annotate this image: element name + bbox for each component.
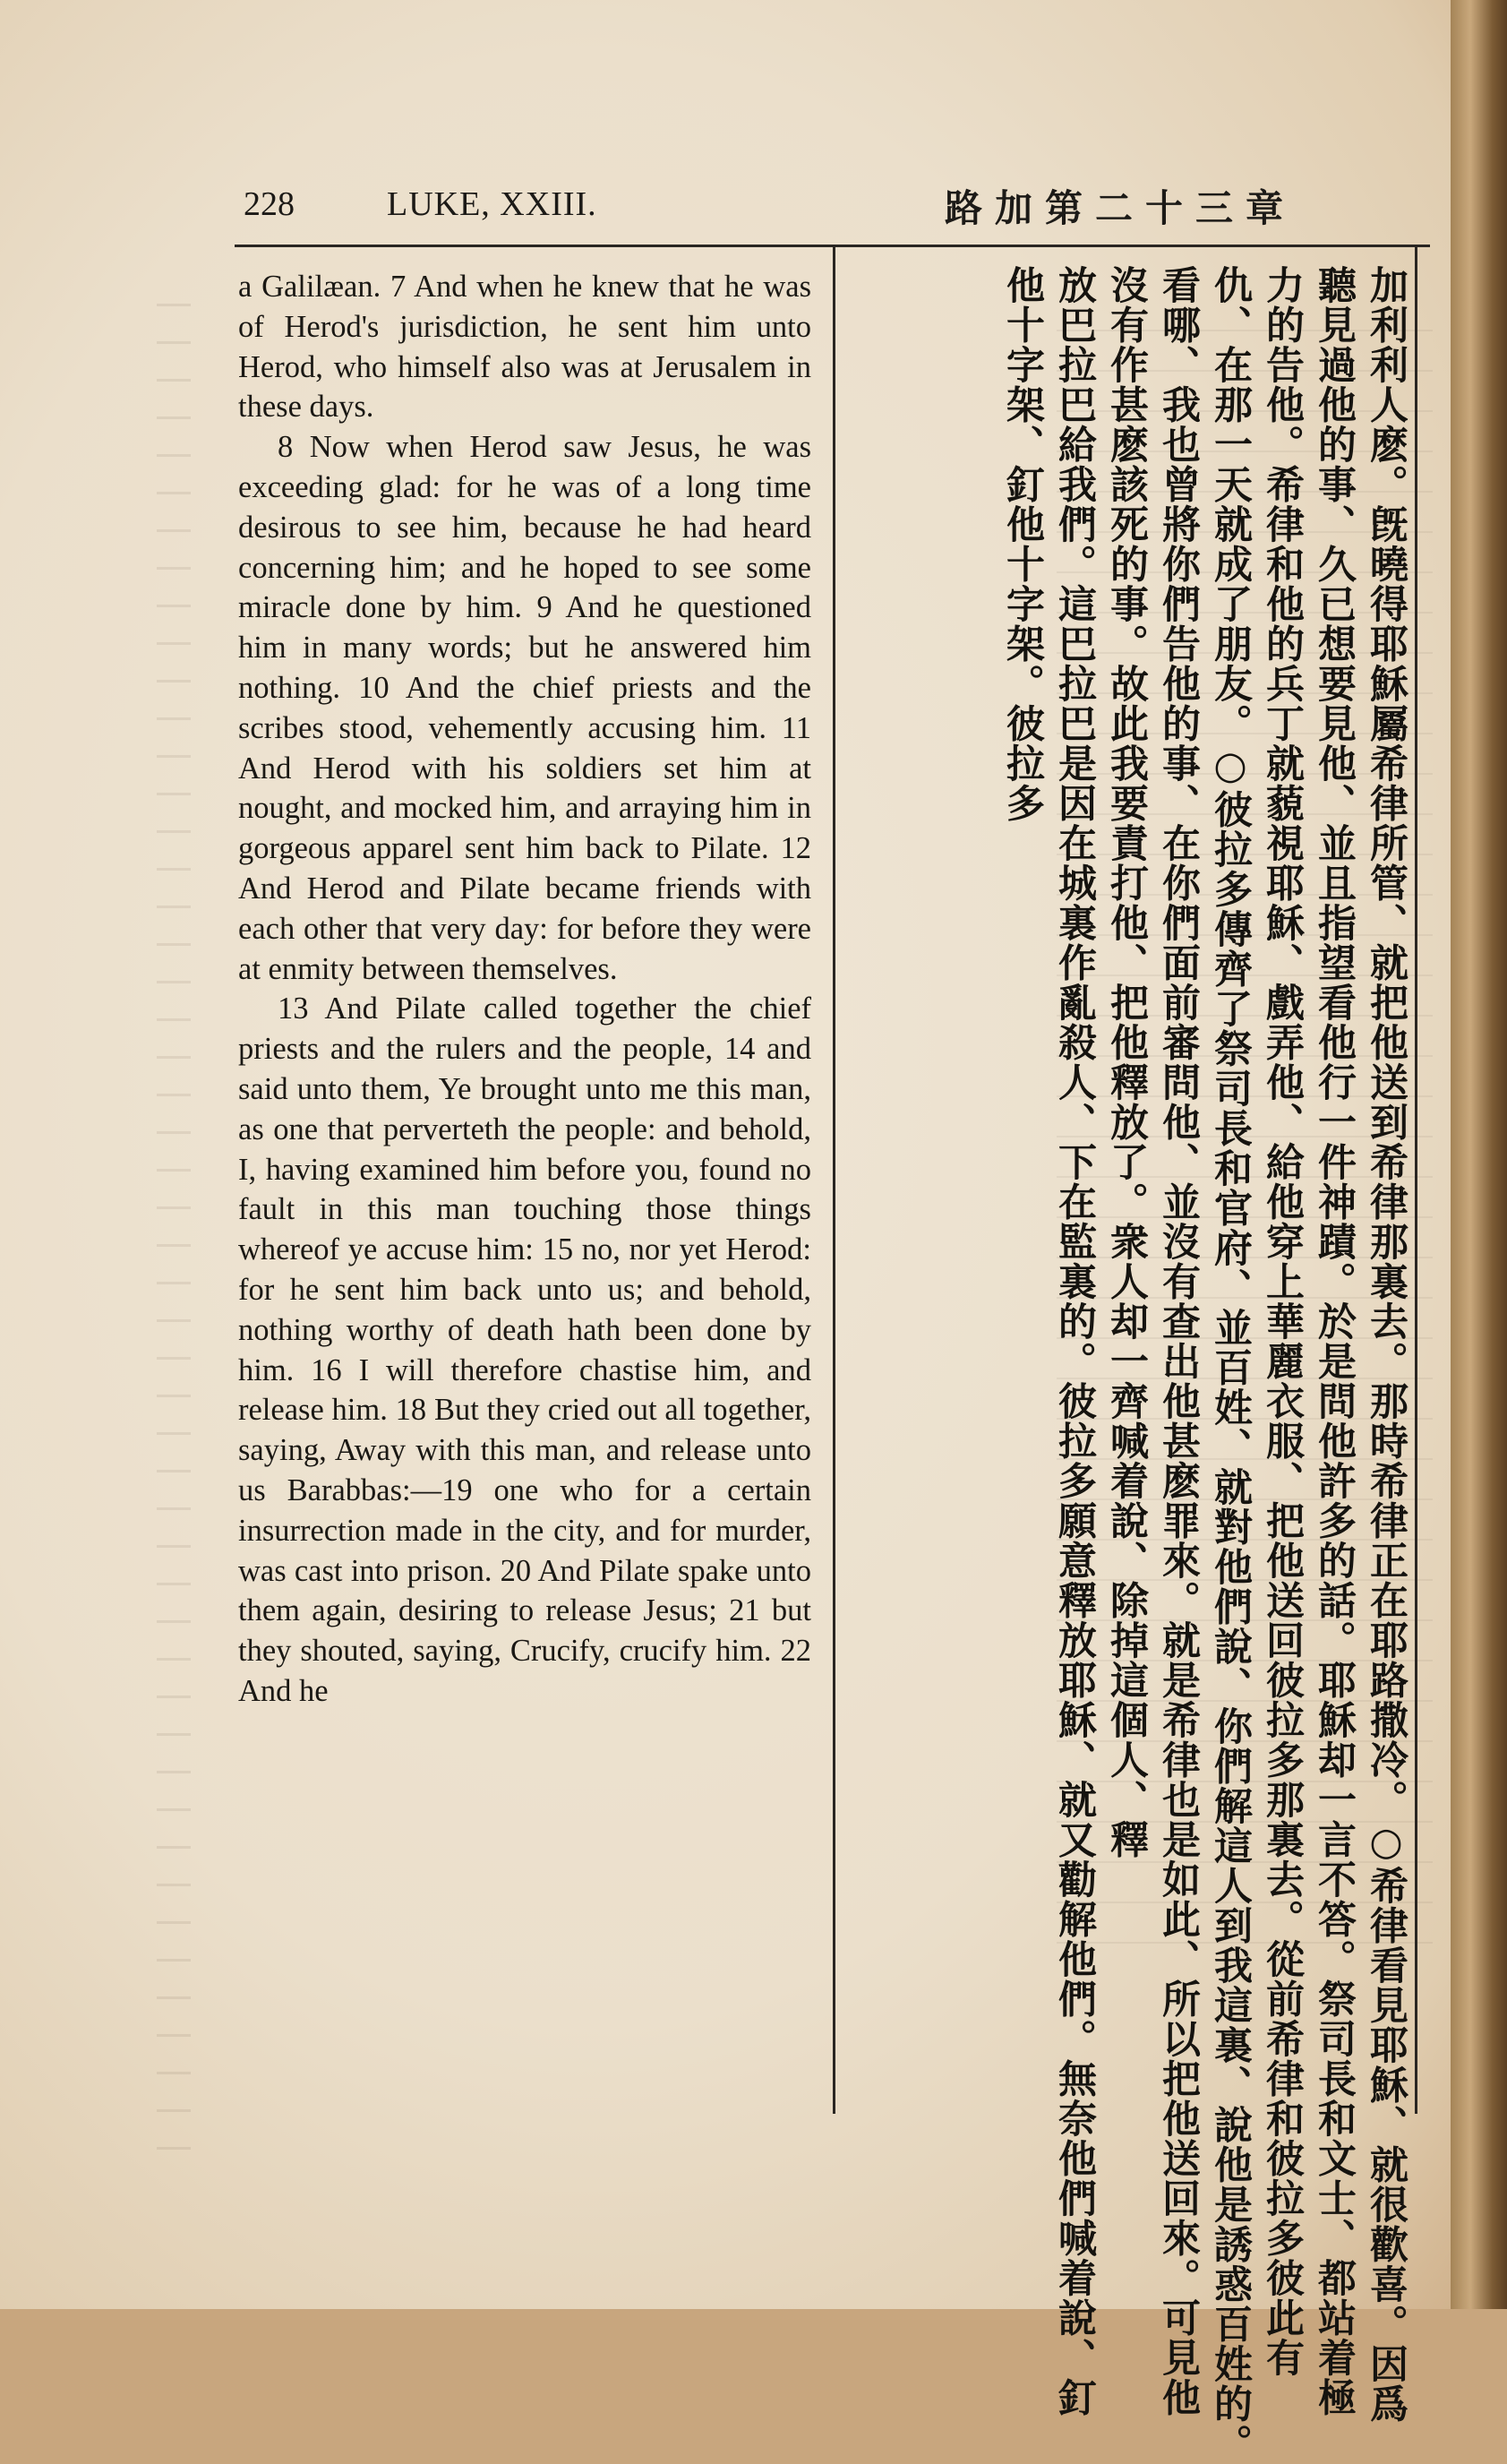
chinese-text-line: 加利利人麽。旣曉得耶穌屬希律所管、就把他送到希律那裏去。那時希律正在耶路撒冷。○希律看見耶穌、就很歡喜。因爲 <box>1364 265 1409 2424</box>
right-column-rule <box>1415 246 1417 2114</box>
chinese-text-line: 聽見過他的事、久已想要見他、並且指望看他行一件神蹟。於是問他許多的話。耶穌却一言不答。祭司長和文士、都站着極 <box>1312 265 1357 2417</box>
chinese-text-line: 力的告他。希律和他的兵丁就藐視耶穌、戲弄他、給他穿上華麗衣服、把他送回彼拉多那裏去。從前希律和彼拉多彼此有 <box>1260 265 1305 2378</box>
chinese-text-line: 仇、在那一天就成了朋友。○彼拉多傳齊了祭司長和官府、並百姓、就對他們說、你們解這人到我這裏、說他是誘惑百姓的。 <box>1208 265 1253 2464</box>
english-paragraph: 13 And Pilate called together the chief priests and the rulers and the people, 14 and said unto them, Ye brought unto me this man, as one that perverteth the people: and behold, I, having examined him before you, found no fault in this man touching those things whereof ye accuse him: 15 no, nor yet Herod: for he sent him back unto us; and behold, nothing worthy of death hath been done by him. 16 I will therefore chastise him, and release him. 18 But they cried out all together, saying, Away with this man, and release unto us Barabbas:—19 one who for a certain insurrection made in the city, and for murder, was cast into prison. 20 And Pilate spake unto them again, desiring to release Jesus; 21 but they shouted, saying, Crucify, crucify him. 22 And he <box>238 992 811 1708</box>
chinese-text-column <box>846 265 1410 2464</box>
page-number: 228 <box>244 185 295 223</box>
book-spine-edge <box>1451 0 1507 2309</box>
column-divider <box>833 246 835 2114</box>
chinese-text-line: 放巴拉巴給我們。這巴拉巴是因在城裏作亂殺人、下在監裏的。彼拉多願意釋放耶穌、就又勸解他們。無奈他們喊着說、釘 <box>1052 265 1097 2417</box>
book-chapter-title: LUKE, XXIII. <box>387 185 597 223</box>
chinese-chapter-title: 路加第二十三章 <box>944 186 1296 230</box>
chinese-text-line: 看哪、我也曾將你們告他的事、在你們面前審問他、並沒有查出他甚麽罪來。就是希律也是如此、所以把他送回來。可見他 <box>1156 265 1201 2417</box>
margin-show-through <box>157 269 191 2150</box>
page-header <box>235 179 1430 242</box>
english-paragraph: 8 Now when Herod saw Jesus, he was exceeding glad: for he was of a long time desirous to see him, because he had heard concerning him; and he hoped to see some miracle done by him. 9 And he questioned him in many words; but he answered him nothing. 10 And the chief priests and the scribes stood, vehemently accusing him. 11 And Herod with his soldiers set him at nought, and mocked him, and arraying him in gorgeous apparel sent him back to Pilate. 12 And Herod and Pilate became friends with each other that very day: for before they were at enmity between themselves. <box>238 430 811 986</box>
english-paragraph: a Galilæan. 7 And when he knew that he was of Herod's jurisdiction, he sent him unto Herod, who himself also was at Jerusalem in these days. <box>238 270 811 425</box>
english-text-column <box>238 267 811 1712</box>
chinese-text-line: 他十字架、釘他十字架。彼拉多 <box>1000 265 1045 823</box>
chinese-text-line: 沒有作甚麽該死的事。故此我要責打他、把他釋放了。衆人却一齊喊着說、除掉這個人、釋 <box>1104 265 1149 1859</box>
